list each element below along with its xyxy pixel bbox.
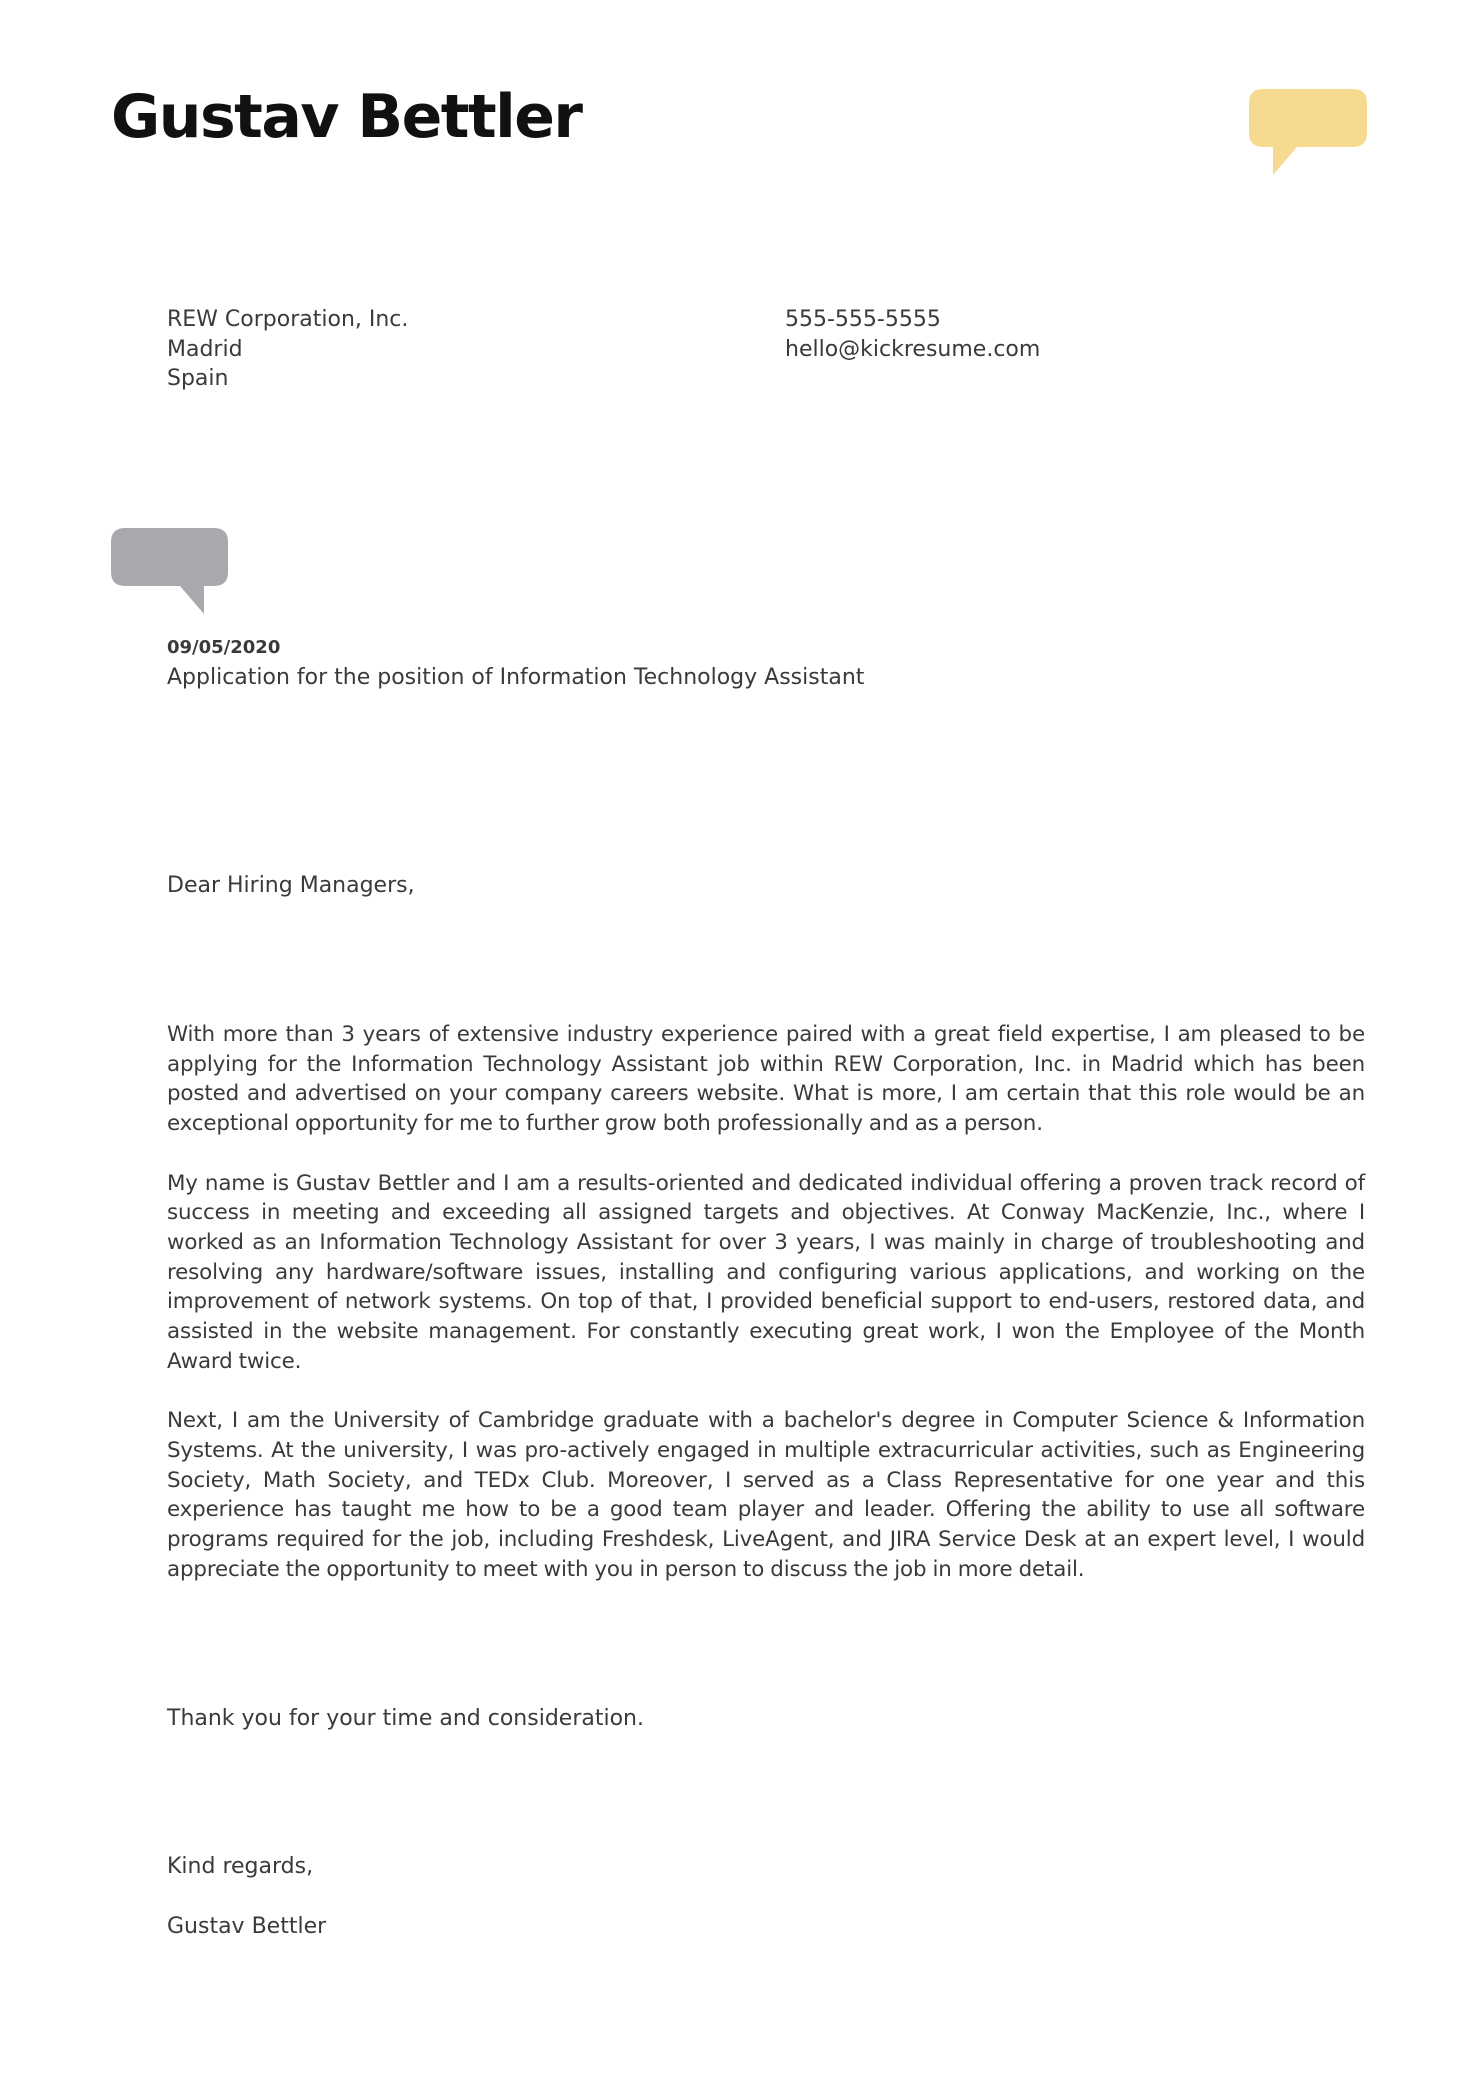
recipient-address — [167, 305, 667, 394]
speech-bubble-yellow-shape — [1249, 89, 1367, 175]
speech-bubble-icon-secondary — [111, 528, 228, 614]
body-paragraph: My name is Gustav Bettler and I am a results-oriented and dedicated individual offering a proven track record of success in meeting and exceeding all assigned targets and objectives. At Conway MacKenzie, Inc., where I worked as an Information Technology Assistant for over 3 years, I was mainly in charge of troubleshooting and resolving any hardware/software issues, installing and configuring various applications, and working on the improvement of network systems. On top of that, I provided beneficial support to end-users, restored data, and assisted in the website management. For constantly executing great work, I won the Employee of the Month Award twice. — [167, 1170, 1365, 1374]
letter-signature: Gustav Bettler — [167, 1914, 327, 1939]
letter-subject: Application for the position of Information Technology Assistant — [167, 665, 865, 690]
body-paragraph: With more than 3 years of extensive industry experience paired with a great field expertise, I am pleased to be applying for the Information Technology Assistant job within REW Corporation, Inc. in Madrid which has been posted and advertised on your company careers website. What is more, I am certain that this role would be an exceptional opportunity for me to further grow both professionally and as a person. — [167, 1022, 1365, 1137]
speech-bubble-icon — [1249, 89, 1367, 175]
recipient-country: Spain — [167, 366, 229, 392]
letter-regards: Kind regards, — [167, 1854, 314, 1879]
recipient-city: Madrid — [167, 336, 243, 362]
contact-phone: 555-555-5555 — [785, 307, 941, 332]
applicant-name: Gustav Bettler — [111, 82, 582, 152]
letter-salutation: Dear Hiring Managers, — [167, 873, 415, 898]
applicant-contact — [785, 305, 1285, 364]
contact-email: hello@kickresume.com — [785, 336, 1041, 362]
body-paragraph: Next, I am the University of Cambridge graduate with a bachelor's degree in Computer Science & Information Systems. At the university, I was pro-actively engaged in multiple extracurricular activities, such as Engineering Society, Math Society, and TEDx Club. Moreover, I served as a Class Representative for one year and this experience has taught me how to be a good team player and leader. Offering the ability to use all software programs required for the job, including Freshdesk, LiveAgent, and JIRA Service Desk at an expert level, I would appreciate the opportunity to meet with you in person to discuss the job in more detail. — [167, 1408, 1365, 1582]
letter-date: 09/05/2020 — [167, 637, 281, 658]
recipient-company: REW Corporation, Inc. — [167, 307, 409, 332]
letter-body — [167, 1020, 1365, 1614]
speech-bubble-gray-shape — [111, 528, 228, 614]
letter-closing: Thank you for your time and consideration. — [167, 1706, 644, 1731]
